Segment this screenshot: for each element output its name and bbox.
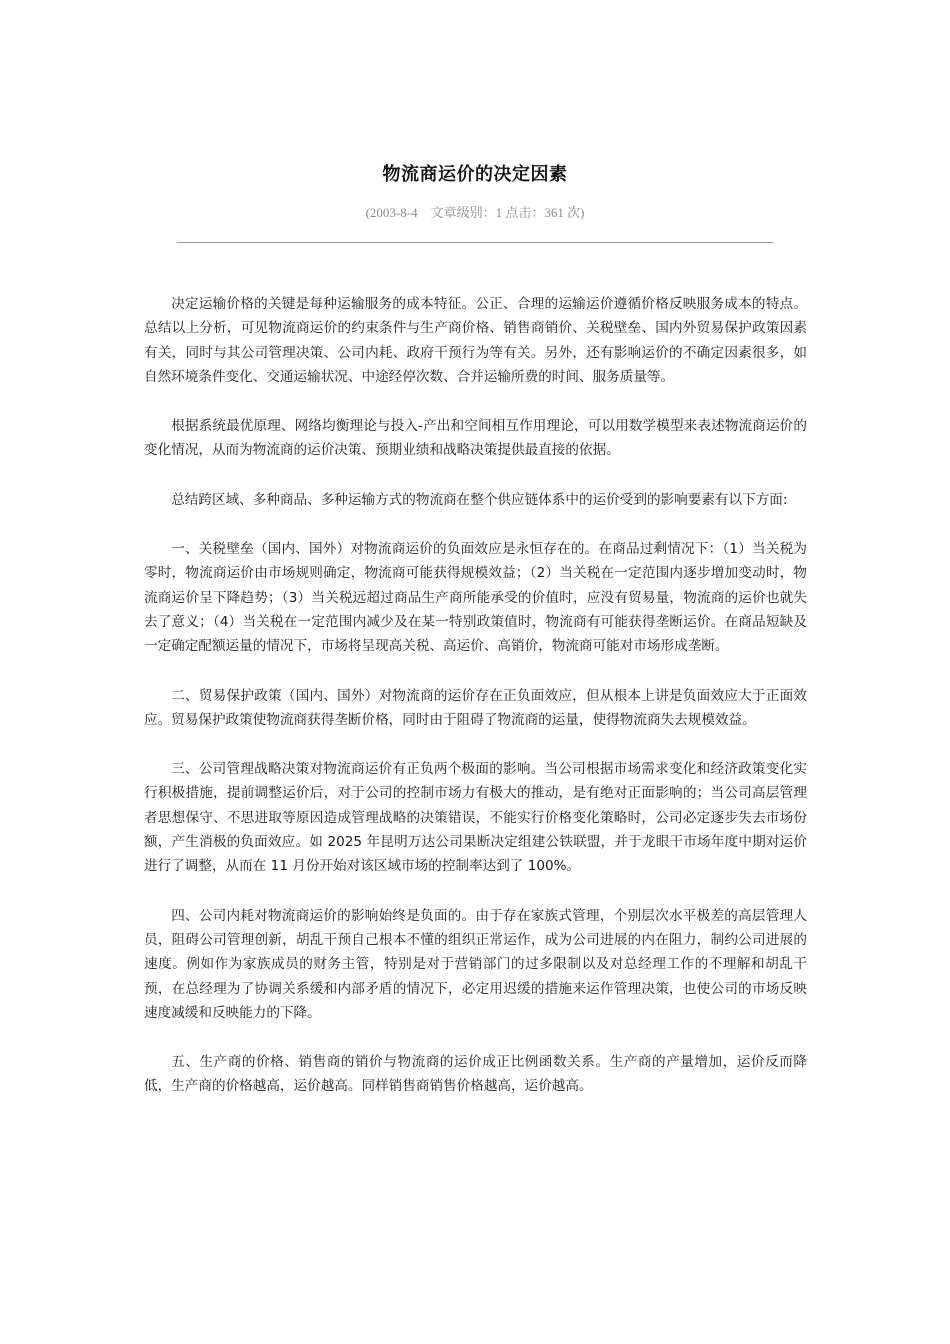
- paragraph-model: 根据系统最优原理、网络均衡理论与投入-产出和空间相互作用理论，可以用数学模型来表述物流商运价的变化情况，从而为物流商的运价决策、预期业绩和战略决策提供最直接的依据。: [144, 418, 807, 459]
- paragraph-trade-protection: 二、贸易保护政策（国内、国外）对物流商的运价存在正负面效应，但从根本上讲是负面效应大于正面效应。贸易保护政策使物流商获得垄断价格，同时由于阻碍了物流商的运量，使得物流商失去规模效益。: [144, 687, 807, 728]
- paragraph-intro: 决定运输价格的关键是每种运输服务的成本特征。公正、合理的运输运价遵循价格反映服务成本的特点。总结以上分析，可见物流商运价的约束条件与生产商价格、销售商销价、关税壁垒、国内外贸易保护政策因素有关，同时与其公司管理决策、公司内耗、政府干预行为等有关。另外，还有影响运价的不确定因素很多，如自然环境条件变化、交通运输状况、中途经停次数、合并运输所费的时间、服务质量等。: [144, 296, 807, 385]
- paragraph-management-strategy: 三、公司管理战略决策对物流商运价有正负两个极面的影响。当公司根据市场需求变化和经济政策变化实行积极措施，提前调整运价后，对于公司的控制市场力有极大的推动，是有绝对正面影响的；当公司高层管理者思想保守、不思进取等原因造成管理战略的决策错误，不能实行价格变化策略时，公司必定逐步失去市场份额，产生消极的负面效应。如 2025 年昆明万达公司果断决定组建公铁联盟，并于龙眼干市场年度中期对运价进行了调整，从而在 11 月份开始对该区域市场的控制率达到了 100%。: [144, 761, 807, 875]
- paragraph-internal-friction: 四、公司内耗对物流商运价的影响始终是负面的。由于存在家族式管理，个别层次水平极差的高层管理人员，阻碍公司管理创新，胡乱干预自己根本不懂的组织正常运作，成为公司进展的内在阻力，制约公司进展的速度。例如作为家族成员的财务主管，特别是对于营销部门的过多限制以及对总经理工作的不理解和胡乱干预，在总经理为了协调关系缓和内部矛盾的情况下，必定用迟缓的措施来运作管理决策，也使公司的市场反映速度减缓和反映能力的下降。: [144, 907, 807, 1021]
- title-divider: [177, 242, 773, 243]
- article-title: 物流商运价的决定因素: [382, 164, 568, 185]
- article-meta: (2003-8-4 文章级别：1 点击：361 次): [365, 205, 585, 220]
- paragraph-tariff: 一、关税壁垒（国内、国外）对物流商运价的负面效应是永恒存在的。在商品过剩情况下：（1）当关税为零时，物流商运价由市场规则确定，物流商可能获得规模效益；（2）当关税在一定范围内逐步增加变动时，物流商运价呈下降趋势；（3）当关税远超过商品生产商所能承受的价值时，应没有贸易量，物流商的运价也就失去了意义；（4）当关税在一定范围内减少及在某一特别政策值时，物流商有可能获得垄断运价。在商品短缺及一定确定配额运量的情况下，市场将呈现高关税、高运价、高销价，物流商可能对市场形成垄断。: [144, 541, 807, 655]
- paragraph-summary: 总结跨区域、多种商品、多种运输方式的物流商在整个供应链体系中的运价受到的影响要素有以下方面:: [171, 491, 788, 508]
- paragraph-producer-price: 五、生产商的价格、销售商的销价与物流商的运价成正比例函数关系。生产商的产量增加，运价反而降低，生产商的价格越高，运价越高。同样销售商销售价格越高，运价越高。: [144, 1054, 807, 1095]
- article-body: [144, 292, 807, 1124]
